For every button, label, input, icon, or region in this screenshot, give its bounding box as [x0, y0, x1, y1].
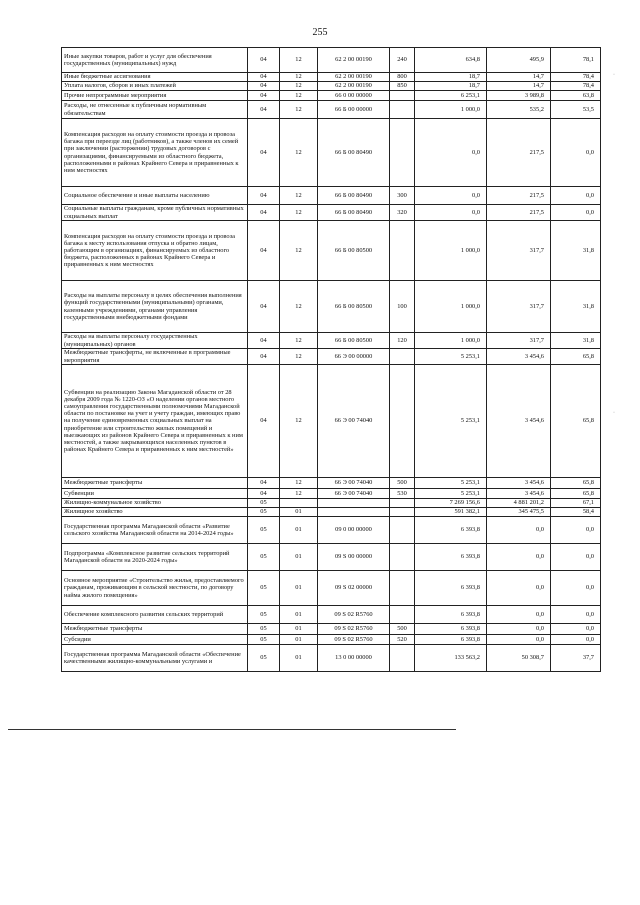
cell-name: Жилищно-коммунальное хозяйство [62, 499, 248, 508]
table-row [62, 606, 601, 624]
cell-name: Иные закупки товаров, работ и услуг для обеспечения государственных (муниципальных) нужд [62, 48, 248, 73]
cell-plan: 5 253,1 [415, 489, 487, 499]
table-row [62, 281, 601, 333]
cell-target-article: 09 S 02 00000 [318, 571, 390, 606]
cell-name: Основное мероприятие «Строительство жилья, предоставляемого гражданам, проживающим в сельской местности, по договору найма жилого помещения» [62, 571, 248, 606]
table-row [62, 635, 601, 645]
cell-razdel: 05 [248, 499, 280, 508]
cell-percent: 65,8 [551, 365, 601, 478]
cell-razdel: 04 [248, 48, 280, 73]
cell-percent: 0,0 [551, 187, 601, 205]
cell-name: Субвенции [62, 489, 248, 499]
cell-podrazdel: 12 [280, 101, 318, 119]
cell-podrazdel: 01 [280, 606, 318, 624]
cell-expense-type [390, 349, 415, 365]
cell-podrazdel: 12 [280, 365, 318, 478]
cell-podrazdel: 01 [280, 571, 318, 606]
page-number: 255 [312, 27, 328, 38]
cell-executed: 345 475,5 [487, 508, 551, 517]
cell-expense-type: 100 [390, 281, 415, 333]
cell-razdel: 04 [248, 365, 280, 478]
cell-razdel: 05 [248, 624, 280, 635]
cell-executed: 0,0 [487, 517, 551, 544]
cell-podrazdel: 12 [280, 82, 318, 91]
cell-executed: 317,7 [487, 281, 551, 333]
cell-target-article: 66 0 00 00000 [318, 91, 390, 101]
cell-razdel: 04 [248, 478, 280, 489]
cell-podrazdel: 01 [280, 508, 318, 517]
scan-mark: · [613, 72, 615, 78]
cell-podrazdel: 01 [280, 517, 318, 544]
cell-podrazdel: 12 [280, 333, 318, 349]
cell-percent: 58,4 [551, 508, 601, 517]
table-row [62, 365, 601, 478]
cell-razdel: 04 [248, 73, 280, 82]
cell-name: Социальные выплаты гражданам, кроме публичных нормативных социальных выплат [62, 205, 248, 221]
table-row [62, 478, 601, 489]
cell-target-article: 66 Б 00 80490 [318, 119, 390, 187]
cell-plan: 1 000,0 [415, 333, 487, 349]
cell-expense-type: 300 [390, 187, 415, 205]
table-row [62, 499, 601, 508]
cell-name: Социальное обеспечение и иные выплаты населению [62, 187, 248, 205]
cell-expense-type: 520 [390, 635, 415, 645]
cell-expense-type: 530 [390, 489, 415, 499]
cell-target-article: 13 0 00 00000 [318, 645, 390, 672]
cell-podrazdel: 12 [280, 221, 318, 281]
cell-plan: 0,0 [415, 119, 487, 187]
table-row [62, 624, 601, 635]
cell-name: Компенсация расходов на оплату стоимости проезда и провоза багажа к месту использования отпуска и обратно лицам, работающим в организациях, финансируемых из областного бюджета, расположенных в районах Крайнего Севера и приравненных к ним местностях [62, 221, 248, 281]
cell-expense-type [390, 606, 415, 624]
cell-name: Межбюджетные трансферты, не включенные в программные мероприятия [62, 349, 248, 365]
cell-percent: 0,0 [551, 205, 601, 221]
cell-target-article: 66 Б 00 80490 [318, 205, 390, 221]
cell-target-article: 66 Э 00 74040 [318, 489, 390, 499]
cell-target-article: 66 Б 00 80500 [318, 281, 390, 333]
cell-plan: 1 000,0 [415, 281, 487, 333]
cell-razdel: 04 [248, 91, 280, 101]
cell-plan: 6 393,8 [415, 544, 487, 571]
cell-expense-type [390, 571, 415, 606]
cell-name: Субсидии [62, 635, 248, 645]
budget-table [61, 47, 601, 672]
cell-name: Межбюджетные трансферты [62, 624, 248, 635]
cell-razdel: 05 [248, 508, 280, 517]
cell-target-article: 62 2 00 00190 [318, 48, 390, 73]
cell-percent: 37,7 [551, 645, 601, 672]
table-row [62, 517, 601, 544]
cell-executed: 3 454,6 [487, 489, 551, 499]
cell-percent: 31,8 [551, 281, 601, 333]
cell-podrazdel: 01 [280, 544, 318, 571]
table-row [62, 349, 601, 365]
cell-executed: 3 989,8 [487, 91, 551, 101]
table-row [62, 119, 601, 187]
footer-rule [8, 729, 456, 730]
cell-name: Прочие непрограммные мероприятия [62, 91, 248, 101]
cell-podrazdel: 12 [280, 489, 318, 499]
cell-target-article: 66 Б 00 00000 [318, 101, 390, 119]
cell-target-article: 09 S 02 R5760 [318, 624, 390, 635]
cell-target-article: 66 Э 00 00000 [318, 349, 390, 365]
cell-plan: 6 393,8 [415, 571, 487, 606]
cell-target-article: 62 2 00 00190 [318, 82, 390, 91]
cell-podrazdel: 12 [280, 205, 318, 221]
cell-plan: 0,0 [415, 187, 487, 205]
table-row [62, 48, 601, 73]
cell-executed: 217,5 [487, 187, 551, 205]
cell-percent: 78,4 [551, 82, 601, 91]
cell-percent: 0,0 [551, 517, 601, 544]
cell-expense-type [390, 499, 415, 508]
cell-razdel: 04 [248, 119, 280, 187]
cell-percent: 65,8 [551, 478, 601, 489]
cell-executed: 0,0 [487, 544, 551, 571]
cell-expense-type: 240 [390, 48, 415, 73]
table-row [62, 645, 601, 672]
cell-plan: 6 393,8 [415, 624, 487, 635]
cell-razdel: 04 [248, 489, 280, 499]
cell-plan: 6 393,8 [415, 606, 487, 624]
cell-expense-type [390, 517, 415, 544]
cell-podrazdel: 12 [280, 119, 318, 187]
cell-podrazdel: 12 [280, 349, 318, 365]
cell-podrazdel: 01 [280, 635, 318, 645]
cell-podrazdel: 01 [280, 624, 318, 635]
cell-percent: 31,8 [551, 333, 601, 349]
cell-expense-type: 500 [390, 478, 415, 489]
cell-plan: 7 269 156,6 [415, 499, 487, 508]
table-row [62, 73, 601, 82]
cell-plan: 5 253,1 [415, 365, 487, 478]
cell-name: Обеспечение комплексного развития сельских территорий [62, 606, 248, 624]
table-row [62, 508, 601, 517]
cell-podrazdel: 12 [280, 478, 318, 489]
cell-plan: 0,0 [415, 205, 487, 221]
table-row [62, 544, 601, 571]
table-row [62, 489, 601, 499]
cell-expense-type [390, 221, 415, 281]
cell-razdel: 05 [248, 517, 280, 544]
cell-percent: 0,0 [551, 571, 601, 606]
cell-plan: 1 000,0 [415, 101, 487, 119]
cell-target-article: 66 Э 00 74040 [318, 478, 390, 489]
cell-executed: 217,5 [487, 119, 551, 187]
table-row [62, 221, 601, 281]
cell-name: Расходы на выплаты персоналу государственных (муниципальных) органов [62, 333, 248, 349]
cell-razdel: 04 [248, 281, 280, 333]
cell-plan: 5 253,1 [415, 349, 487, 365]
cell-plan: 18,7 [415, 82, 487, 91]
cell-name: Государственная программа Магаданской области «Развитие сельского хозяйства Магаданской области на 2014-2024 годы» [62, 517, 248, 544]
cell-razdel: 04 [248, 333, 280, 349]
scan-mark: · [613, 410, 615, 416]
cell-percent: 31,8 [551, 221, 601, 281]
cell-percent: 78,1 [551, 48, 601, 73]
cell-target-article [318, 499, 390, 508]
cell-percent: 65,8 [551, 489, 601, 499]
cell-target-article: 09 S 02 R5760 [318, 606, 390, 624]
cell-name: Государственная программа Магаданской области «Обеспечение качественными жилищно-коммунальными услугами и [62, 645, 248, 672]
cell-percent: 0,0 [551, 606, 601, 624]
cell-executed: 14,7 [487, 82, 551, 91]
cell-target-article: 62 2 00 00190 [318, 73, 390, 82]
cell-podrazdel: 12 [280, 48, 318, 73]
cell-plan: 6 393,8 [415, 517, 487, 544]
cell-plan: 1 000,0 [415, 221, 487, 281]
cell-expense-type [390, 101, 415, 119]
cell-expense-type [390, 544, 415, 571]
cell-expense-type: 800 [390, 73, 415, 82]
cell-plan: 18,7 [415, 73, 487, 82]
cell-target-article: 09 0 00 00000 [318, 517, 390, 544]
cell-executed: 0,0 [487, 635, 551, 645]
cell-razdel: 04 [248, 205, 280, 221]
table-row [62, 571, 601, 606]
cell-target-article: 66 Э 00 74040 [318, 365, 390, 478]
table-row [62, 82, 601, 91]
cell-percent: 67,1 [551, 499, 601, 508]
cell-podrazdel: 12 [280, 91, 318, 101]
cell-razdel: 04 [248, 187, 280, 205]
cell-podrazdel: 01 [280, 645, 318, 672]
cell-expense-type [390, 645, 415, 672]
cell-expense-type [390, 508, 415, 517]
cell-executed: 317,7 [487, 333, 551, 349]
cell-executed: 14,7 [487, 73, 551, 82]
cell-expense-type: 120 [390, 333, 415, 349]
cell-podrazdel: 12 [280, 73, 318, 82]
cell-target-article: 66 Б 00 80500 [318, 333, 390, 349]
cell-podrazdel [280, 499, 318, 508]
cell-razdel: 05 [248, 645, 280, 672]
cell-name: Межбюджетные трансферты [62, 478, 248, 489]
cell-name: Расходы на выплаты персоналу в целях обеспечения выполнения функций государственными (муниципальными) органами, казенными учреждениями, органами управления государственными внебюджетными фондами [62, 281, 248, 333]
cell-name: Иные бюджетные ассигнования [62, 73, 248, 82]
cell-razdel: 05 [248, 606, 280, 624]
cell-name: Субвенции на реализацию Закона Магаданской области от 28 декабря 2009 года № 1220-ОЗ «О наделении органов местного самоуправления государственными полномочиями Магаданской области по постановке на учет и учету граждан, имеющих право на получение единовременных социальных выплат на приобретение или строительство жилых помещений и выезжающих из районов Крайнего Севера и приравненных к ним местностей, а также закрывающихся населенных пунктов в районах Крайнего Севера и приравненных к ним местностей» [62, 365, 248, 478]
cell-executed: 535,2 [487, 101, 551, 119]
cell-plan: 5 253,1 [415, 478, 487, 489]
cell-executed: 3 454,6 [487, 349, 551, 365]
cell-plan: 6 253,1 [415, 91, 487, 101]
cell-name: Компенсация расходов на оплату стоимости проезда и провоза багажа при переезде лиц (работников), а также членов их семей при заключении (расторжении) трудовых договоров с организациями, финансируемыми из областного бюджета, расположенными в районах Крайнего Севера и приравненных к ним местностях [62, 119, 248, 187]
cell-razdel: 04 [248, 82, 280, 91]
cell-razdel: 04 [248, 221, 280, 281]
table-row [62, 205, 601, 221]
cell-expense-type [390, 365, 415, 478]
cell-executed: 217,5 [487, 205, 551, 221]
cell-plan: 133 563,2 [415, 645, 487, 672]
cell-percent: 0,0 [551, 544, 601, 571]
cell-razdel: 05 [248, 635, 280, 645]
cell-target-article: 66 Б 00 80500 [318, 221, 390, 281]
cell-name: Подпрограмма «Комплексное развитие сельских территорий Магаданской области на 2020-2024 годы» [62, 544, 248, 571]
cell-razdel: 04 [248, 349, 280, 365]
cell-plan: 591 382,1 [415, 508, 487, 517]
cell-percent: 0,0 [551, 624, 601, 635]
cell-plan: 634,8 [415, 48, 487, 73]
cell-plan: 6 393,8 [415, 635, 487, 645]
cell-target-article [318, 508, 390, 517]
cell-podrazdel: 12 [280, 281, 318, 333]
cell-name: Уплата налогов, сборов и иных платежей [62, 82, 248, 91]
cell-expense-type: 320 [390, 205, 415, 221]
table-row [62, 187, 601, 205]
cell-executed: 0,0 [487, 571, 551, 606]
cell-target-article: 66 Б 00 80490 [318, 187, 390, 205]
cell-percent: 78,4 [551, 73, 601, 82]
cell-expense-type [390, 91, 415, 101]
cell-target-article: 09 S 00 00000 [318, 544, 390, 571]
cell-percent: 0,0 [551, 119, 601, 187]
cell-podrazdel: 12 [280, 187, 318, 205]
cell-executed: 3 454,6 [487, 478, 551, 489]
cell-razdel: 04 [248, 101, 280, 119]
cell-expense-type: 500 [390, 624, 415, 635]
table-row [62, 101, 601, 119]
cell-executed: 495,9 [487, 48, 551, 73]
cell-razdel: 05 [248, 544, 280, 571]
cell-executed: 50 308,7 [487, 645, 551, 672]
cell-executed: 0,0 [487, 624, 551, 635]
cell-percent: 65,8 [551, 349, 601, 365]
cell-percent: 53,5 [551, 101, 601, 119]
table-body [62, 48, 601, 672]
cell-executed: 0,0 [487, 606, 551, 624]
cell-razdel: 05 [248, 571, 280, 606]
cell-name: Жилищное хозяйство [62, 508, 248, 517]
cell-percent: 0,0 [551, 635, 601, 645]
cell-executed: 317,7 [487, 221, 551, 281]
cell-expense-type [390, 119, 415, 187]
table-row [62, 333, 601, 349]
cell-target-article: 09 S 02 R5760 [318, 635, 390, 645]
cell-expense-type: 850 [390, 82, 415, 91]
table-row [62, 91, 601, 101]
cell-executed: 3 454,6 [487, 365, 551, 478]
cell-percent: 63,8 [551, 91, 601, 101]
cell-name: Расходы, не отнесенные к публичным нормативным обязательствам [62, 101, 248, 119]
cell-executed: 4 881 201,2 [487, 499, 551, 508]
